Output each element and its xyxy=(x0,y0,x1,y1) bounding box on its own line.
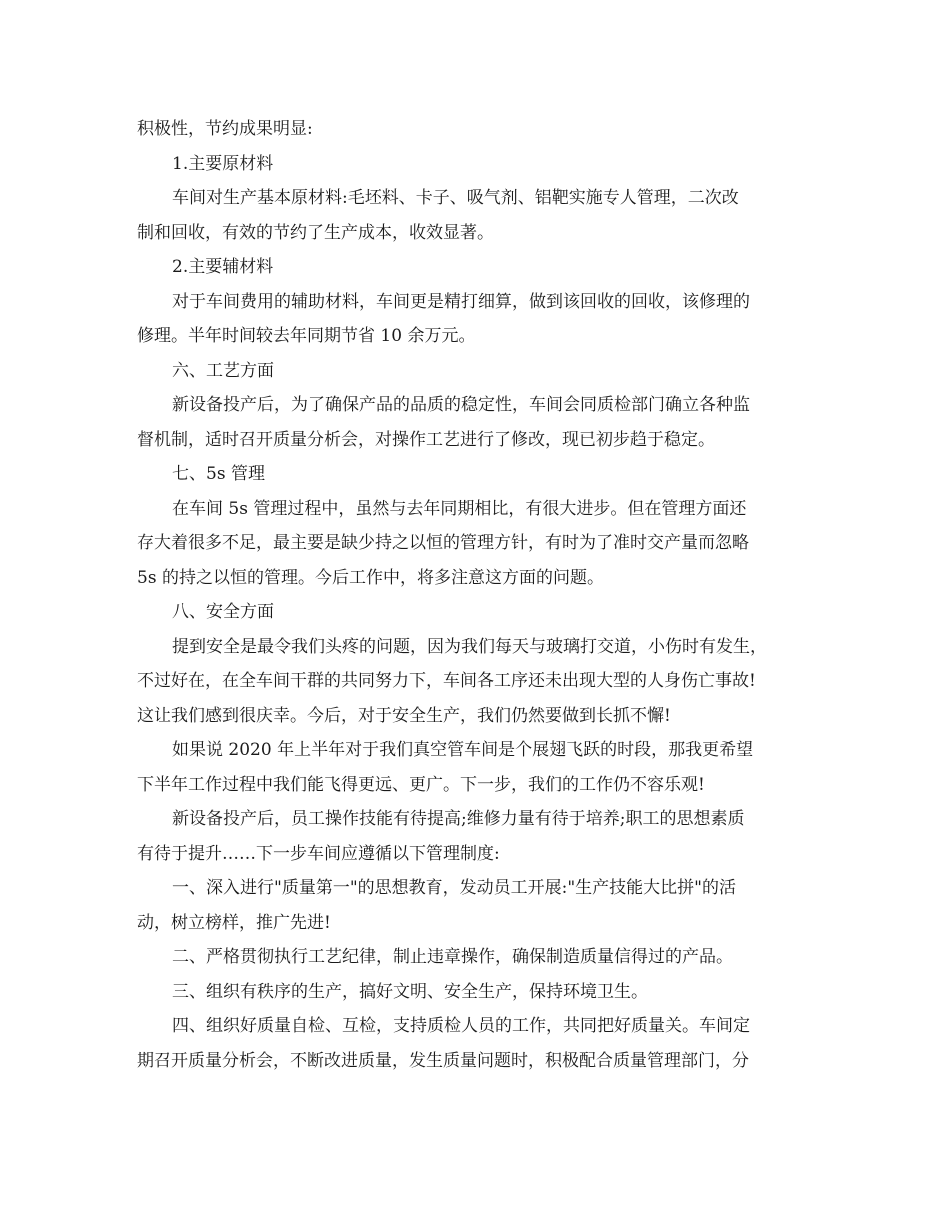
text-line: 新设备投产后，员工操作技能有待提高;维修力量有待于培养;职工的思想素质 xyxy=(172,809,745,829)
text-line: 不过好在，在全车间干群的共同努力下，车间各工序还未出现大型的人身伤亡事故! xyxy=(137,671,756,691)
text-line: 这让我们感到很庆幸。今后，对于安全生产，我们仍然要做到长抓不懈! xyxy=(137,705,671,726)
text-line: 积极性，节约成果明显: xyxy=(137,119,313,139)
text-line: 1.主要原材料 xyxy=(172,153,274,174)
text-line: 下半年工作过程中我们能飞得更远、更广。下一步，我们的工作仍不容乐观! xyxy=(137,774,705,795)
text-line: 八、安全方面 xyxy=(172,602,274,622)
text-line: 提到安全是最令我们头疼的问题，因为我们每天与玻璃打交道，小伤时有发生， xyxy=(172,636,767,657)
text-line: 新设备投产后，为了确保产品的品质的稳定性，车间会同质检部门确立各种监 xyxy=(172,395,750,415)
text-line: 七、5s 管理 xyxy=(172,464,265,484)
text-line: 修理。半年时间较去年同期节省 10 余万元。 xyxy=(137,326,476,346)
text-line: 如果说 2020 年上半年对于我们真空管车间是个展翅飞跃的时段，那我更希望 xyxy=(172,740,754,760)
text-line: 制和回收，有效的节约了生产成本，收效显著。 xyxy=(137,222,494,243)
text-line: 督机制，适时召开质量分析会，对操作工艺进行了修改，现已初步趋于稳定。 xyxy=(137,429,715,450)
text-line: 有待于提升……下一步车间应遵循以下管理制度: xyxy=(137,843,500,864)
document-body xyxy=(137,112,827,1078)
text-line: 三、组织有秩序的生产，搞好文明、安全生产，保持环境卫生。 xyxy=(172,981,648,1002)
text-line: 六、工艺方面 xyxy=(172,360,274,381)
text-line: 存大着很多不足，最主要是缺少持之以恒的管理方针，有时为了准时交产量而忽略 xyxy=(137,533,749,553)
text-line: 车间对生产基本原材料:毛坯料、卡子、吸气剂、铝靶实施专人管理，二次改 xyxy=(172,188,739,208)
text-line: 5s 的持之以恒的管理。今后工作中，将多注意这方面的问题。 xyxy=(137,567,604,588)
text-line: 2.主要辅材料 xyxy=(172,257,274,277)
text-line: 一、深入进行"质量第一"的思想教育，发动员工开展:"生产技能大比拼"的活 xyxy=(172,878,737,898)
text-line: 动，树立榜样，推广先进! xyxy=(137,912,331,933)
text-line: 期召开质量分析会，不断改进质量，发生质量问题时，积极配合质量管理部门，分 xyxy=(137,1050,749,1071)
text-line: 在车间 5s 管理过程中，虽然与去年同期相比，有很大进步。但在管理方面还 xyxy=(172,498,747,519)
text-line: 四、组织好质量自检、互检，支持质检人员的工作，共同把好质量关。车间定 xyxy=(172,1016,750,1036)
text-line: 对于车间费用的辅助材料，车间更是精打细算，做到该回收的回收，该修理的 xyxy=(172,291,750,312)
text-line: 二、严格贯彻执行工艺纪律，制止违章操作，确保制造质量信得过的产品。 xyxy=(172,947,733,967)
